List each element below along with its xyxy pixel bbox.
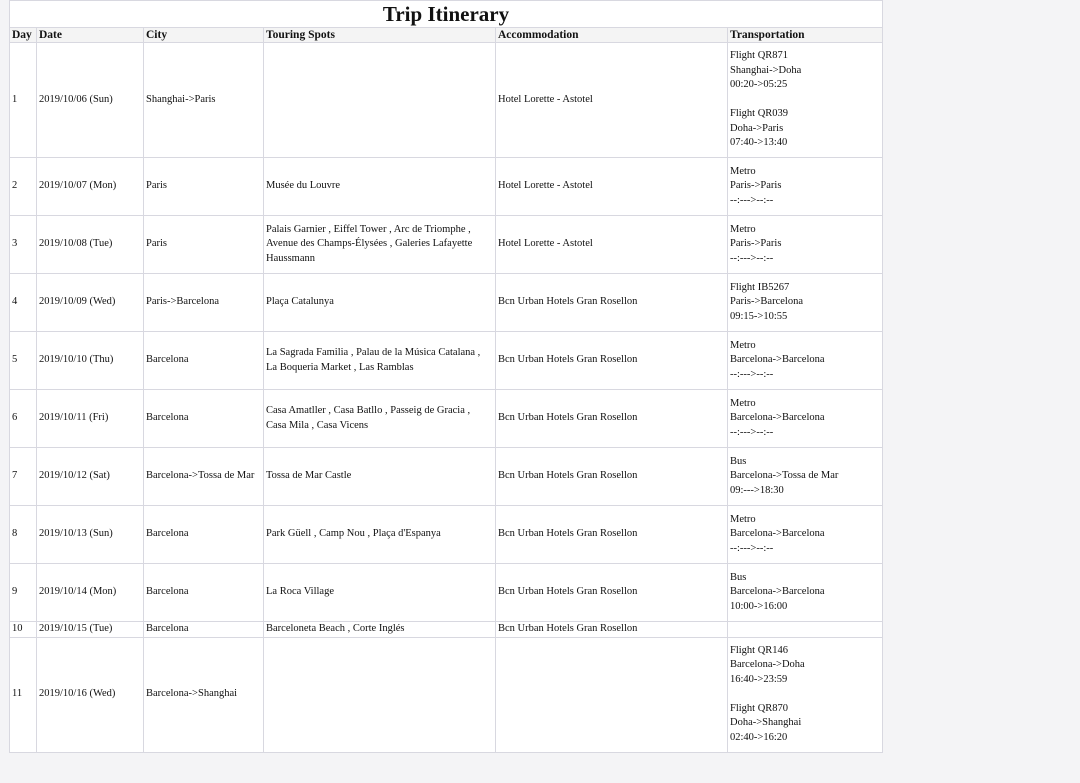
accommodation-cell: Bcn Urban Hotels Gran Rosellon	[496, 332, 728, 390]
transport-mode: Metro	[730, 223, 756, 235]
transport-segment	[730, 49, 880, 93]
transport-segment	[730, 513, 880, 557]
accommodation-cell: Bcn Urban Hotels Gran Rosellon	[496, 564, 728, 622]
transport-route: Paris->Paris	[730, 238, 782, 250]
transport-time: 09:15->10:55	[730, 310, 788, 322]
transport-segment	[730, 455, 880, 499]
date-cell: 2019/10/06 (Sun)	[37, 43, 144, 158]
city-cell: Barcelona	[144, 622, 264, 638]
transport-time: --:--->--:--	[730, 368, 774, 380]
transport-mode: Bus	[730, 455, 747, 467]
city-cell: Barcelona	[144, 390, 264, 448]
accommodation-cell: Hotel Lorette - Astotel	[496, 158, 728, 216]
itinerary-row-day-9	[10, 564, 883, 622]
column-header-day: Day	[10, 28, 37, 43]
touring-spots-cell: La Sagrada Familia , Palau de la Música Catalana , La Boqueria Market , Las Ramblas	[264, 332, 496, 390]
transportation-cell	[728, 390, 883, 448]
column-header-accommodation: Accommodation	[496, 28, 728, 43]
day-cell: 10	[10, 622, 37, 638]
day-cell: 1	[10, 43, 37, 158]
transport-mode: Metro	[730, 339, 756, 351]
transportation-cell	[728, 216, 883, 274]
transport-mode: Flight QR146	[730, 644, 789, 656]
date-cell: 2019/10/14 (Mon)	[37, 564, 144, 622]
day-cell: 3	[10, 216, 37, 274]
city-cell: Paris	[144, 216, 264, 274]
page-title: Trip Itinerary	[9, 0, 883, 27]
date-cell: 2019/10/16 (Wed)	[37, 637, 144, 752]
column-header-date: Date	[37, 28, 144, 43]
day-cell: 4	[10, 274, 37, 332]
transport-time: --:--->--:--	[730, 194, 774, 206]
date-cell: 2019/10/11 (Fri)	[37, 390, 144, 448]
itinerary-row-day-5	[10, 332, 883, 390]
accommodation-cell: Bcn Urban Hotels Gran Rosellon	[496, 390, 728, 448]
transport-segment	[730, 165, 880, 209]
itinerary-row-day-3	[10, 216, 883, 274]
day-cell: 11	[10, 637, 37, 752]
date-cell: 2019/10/13 (Sun)	[37, 506, 144, 564]
column-header-transportation: Transportation	[728, 28, 883, 43]
city-cell: Barcelona	[144, 506, 264, 564]
transport-route: Barcelona->Tossa de Mar	[730, 470, 839, 482]
touring-spots-cell: Park Güell , Camp Nou , Plaça d'Espanya	[264, 506, 496, 564]
transport-mode: Metro	[730, 165, 756, 177]
transport-mode: Flight IB5267	[730, 281, 790, 293]
column-header-touring-spots: Touring Spots	[264, 28, 496, 43]
transport-mode: Metro	[730, 397, 756, 409]
transportation-cell	[728, 448, 883, 506]
date-cell: 2019/10/07 (Mon)	[37, 158, 144, 216]
itinerary-row-day-11	[10, 637, 883, 752]
touring-spots-cell	[264, 637, 496, 752]
touring-spots-cell: Tossa de Mar Castle	[264, 448, 496, 506]
transport-mode: Flight QR870	[730, 702, 789, 714]
day-cell: 7	[10, 448, 37, 506]
itinerary-body	[10, 43, 883, 753]
transport-time: --:--->--:--	[730, 252, 774, 264]
itinerary-row-day-7	[10, 448, 883, 506]
itinerary-row-day-4	[10, 274, 883, 332]
transport-time: 00:20->05:25	[730, 79, 788, 91]
touring-spots-cell: Plaça Catalunya	[264, 274, 496, 332]
city-cell: Paris->Barcelona	[144, 274, 264, 332]
transport-segment	[730, 281, 880, 325]
transport-route: Barcelona->Barcelona	[730, 412, 825, 424]
itinerary-row-day-1	[10, 43, 883, 158]
transport-segment	[730, 107, 880, 151]
transport-time: 02:40->16:20	[730, 731, 788, 743]
transport-route: Barcelona->Barcelona	[730, 528, 825, 540]
transport-segment	[730, 397, 880, 441]
transport-time: 07:40->13:40	[730, 137, 788, 149]
accommodation-cell	[496, 637, 728, 752]
itinerary-table	[9, 0, 883, 753]
city-cell: Barcelona->Shanghai	[144, 637, 264, 752]
transport-route: Barcelona->Doha	[730, 659, 805, 671]
day-cell: 5	[10, 332, 37, 390]
transport-route: Paris->Paris	[730, 180, 782, 192]
accommodation-cell: Bcn Urban Hotels Gran Rosellon	[496, 622, 728, 638]
transportation-cell	[728, 158, 883, 216]
transport-route: Doha->Shanghai	[730, 717, 802, 729]
city-cell: Barcelona->Tossa de Mar	[144, 448, 264, 506]
itinerary-row-day-10	[10, 622, 883, 638]
transportation-cell	[728, 564, 883, 622]
transportation-cell	[728, 622, 883, 638]
transport-time: --:--->--:--	[730, 426, 774, 438]
transport-segment	[730, 644, 880, 688]
date-cell: 2019/10/15 (Tue)	[37, 622, 144, 638]
touring-spots-cell	[264, 43, 496, 158]
transportation-cell	[728, 637, 883, 752]
itinerary-row-day-6	[10, 390, 883, 448]
transport-mode: Flight QR871	[730, 50, 789, 62]
itinerary-row-day-8	[10, 506, 883, 564]
date-cell: 2019/10/08 (Tue)	[37, 216, 144, 274]
transport-segment	[730, 339, 880, 383]
transport-segment	[730, 571, 880, 615]
touring-spots-cell: Musée du Louvre	[264, 158, 496, 216]
transport-route: Barcelona->Barcelona	[730, 586, 825, 598]
transport-time: --:--->--:--	[730, 542, 774, 554]
day-cell: 2	[10, 158, 37, 216]
itinerary-row-day-2	[10, 158, 883, 216]
transportation-cell	[728, 43, 883, 158]
accommodation-cell: Bcn Urban Hotels Gran Rosellon	[496, 506, 728, 564]
transport-route: Shanghai->Doha	[730, 64, 802, 76]
touring-spots-cell: Palais Garnier , Eiffel Tower , Arc de Triomphe , Avenue des Champs-Élysées , Galeries Lafayette Haussmann	[264, 216, 496, 274]
transport-mode: Bus	[730, 571, 747, 583]
date-cell: 2019/10/12 (Sat)	[37, 448, 144, 506]
transportation-cell	[728, 274, 883, 332]
city-cell: Barcelona	[144, 564, 264, 622]
transportation-cell	[728, 332, 883, 390]
accommodation-cell: Bcn Urban Hotels Gran Rosellon	[496, 448, 728, 506]
transport-route: Barcelona->Barcelona	[730, 354, 825, 366]
day-cell: 6	[10, 390, 37, 448]
transport-time: 09:--->18:30	[730, 484, 784, 496]
transport-route: Doha->Paris	[730, 122, 784, 134]
accommodation-cell: Hotel Lorette - Astotel	[496, 216, 728, 274]
touring-spots-cell: La Roca Village	[264, 564, 496, 622]
city-cell: Shanghai->Paris	[144, 43, 264, 158]
transport-route: Paris->Barcelona	[730, 296, 803, 308]
day-cell: 8	[10, 506, 37, 564]
accommodation-cell: Bcn Urban Hotels Gran Rosellon	[496, 274, 728, 332]
touring-spots-cell: Casa Amatller , Casa Batllo , Passeig de Gracia , Casa Mila , Casa Vicens	[264, 390, 496, 448]
transport-segment	[730, 223, 880, 267]
transport-time: 16:40->23:59	[730, 673, 788, 685]
city-cell: Paris	[144, 158, 264, 216]
transport-segment	[730, 702, 880, 746]
accommodation-cell: Hotel Lorette - Astotel	[496, 43, 728, 158]
header-row	[10, 28, 883, 43]
transportation-cell	[728, 506, 883, 564]
city-cell: Barcelona	[144, 332, 264, 390]
date-cell: 2019/10/09 (Wed)	[37, 274, 144, 332]
transport-time: 10:00->16:00	[730, 600, 788, 612]
column-header-city: City	[144, 28, 264, 43]
transport-mode: Flight QR039	[730, 108, 789, 120]
transport-mode: Metro	[730, 513, 756, 525]
date-cell: 2019/10/10 (Thu)	[37, 332, 144, 390]
touring-spots-cell: Barceloneta Beach , Corte Inglés	[264, 622, 496, 638]
day-cell: 9	[10, 564, 37, 622]
